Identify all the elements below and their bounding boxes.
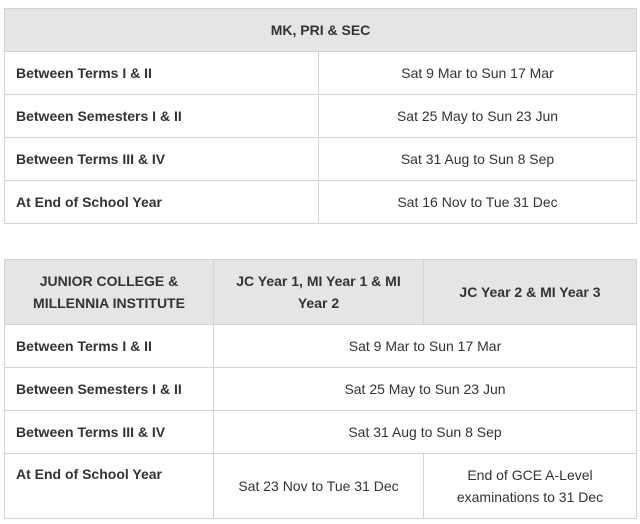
jc-mi-holiday-table (4, 259, 637, 519)
jc-mi-header: JUNIOR COLLEGE & MILLENNIA INSTITUTE (5, 260, 214, 325)
jc-year2-header: JC Year 2 & MI Year 3 (424, 260, 637, 325)
table-row (5, 368, 637, 411)
mk-pri-sec-holiday-table (4, 8, 637, 224)
period-label: Between Semesters I & II (5, 95, 319, 138)
period-label: Between Terms I & II (5, 52, 319, 95)
year2-dates: End of GCE A-Level examinations to 31 Dec (424, 454, 637, 519)
period-label: Between Terms III & IV (5, 138, 319, 181)
table-header-row (5, 9, 637, 52)
table-row (5, 52, 637, 95)
period-label: Between Terms III & IV (5, 411, 214, 454)
period-dates: Sat 25 May to Sun 23 Jun (214, 368, 637, 411)
year1-dates: Sat 23 Nov to Tue 31 Dec (214, 454, 424, 519)
period-label: Between Semesters I & II (5, 368, 214, 411)
period-label: At End of School Year (5, 181, 319, 224)
table-row (5, 138, 637, 181)
period-dates: Sat 9 Mar to Sun 17 Mar (319, 52, 637, 95)
table-row (5, 95, 637, 138)
period-dates: Sat 31 Aug to Sun 8 Sep (319, 138, 637, 181)
period-label: At End of School Year (5, 454, 214, 519)
table-row (5, 454, 637, 519)
table-row (5, 411, 637, 454)
mk-pri-sec-header: MK, PRI & SEC (5, 9, 637, 52)
period-dates: Sat 9 Mar to Sun 17 Mar (214, 325, 637, 368)
table-row (5, 325, 637, 368)
period-label: Between Terms I & II (5, 325, 214, 368)
period-dates: Sat 31 Aug to Sun 8 Sep (214, 411, 637, 454)
period-dates: Sat 16 Nov to Tue 31 Dec (319, 181, 637, 224)
period-dates: Sat 25 May to Sun 23 Jun (319, 95, 637, 138)
jc-year1-header: JC Year 1, MI Year 1 & MI Year 2 (214, 260, 424, 325)
table-header-row (5, 260, 637, 325)
table-row (5, 181, 637, 224)
